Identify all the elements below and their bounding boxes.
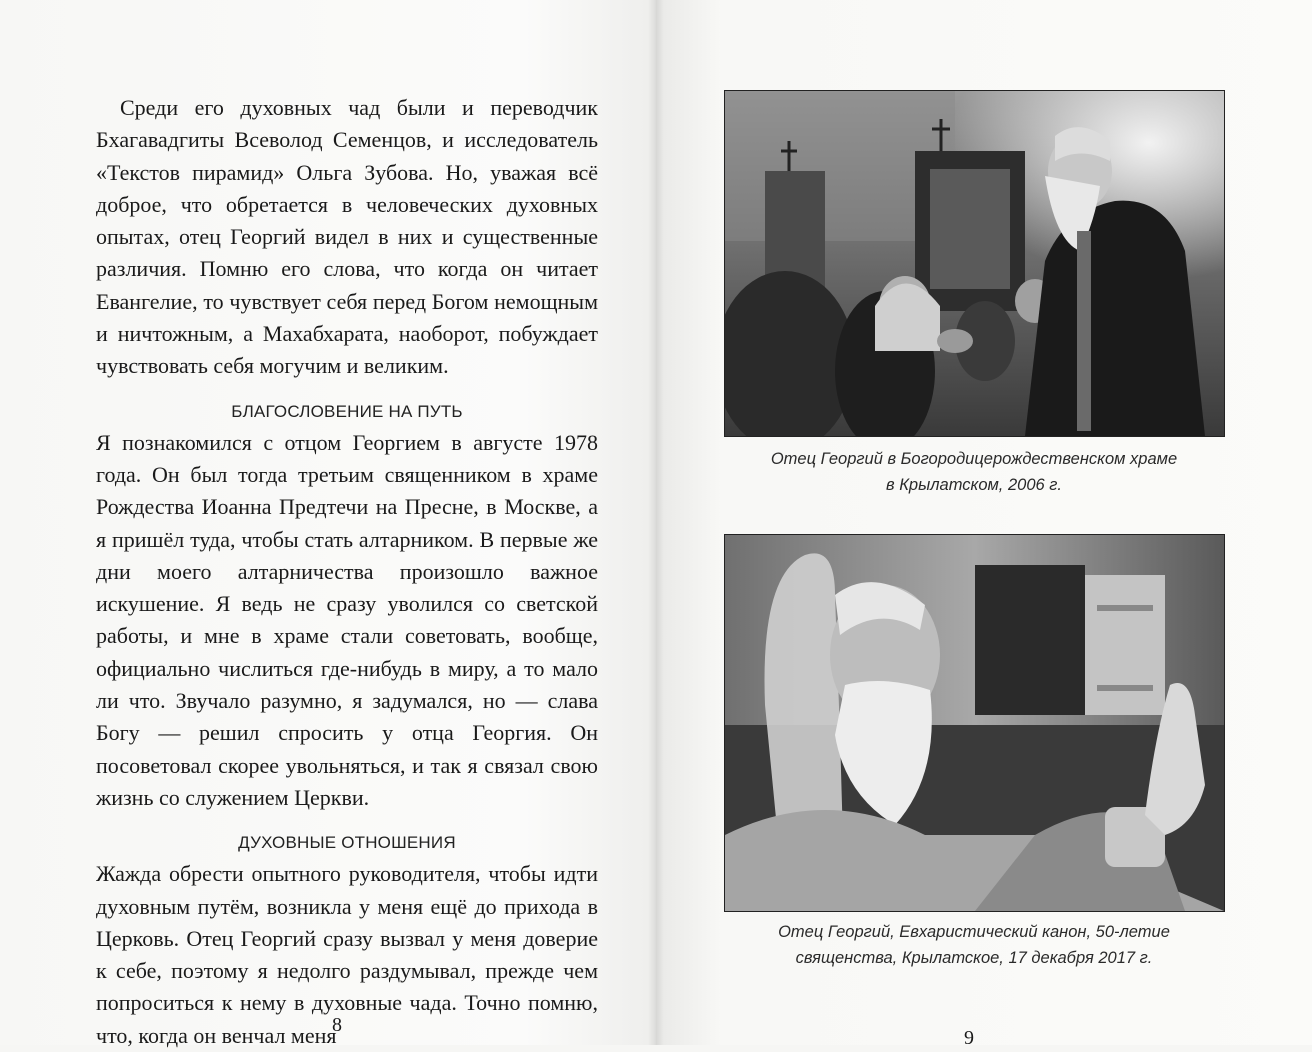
left-page: [0, 0, 656, 1048]
photo-caption-1: [714, 446, 1234, 498]
left-page-text: [96, 92, 598, 1052]
photo-caption-2-line2: священства, Крылатское, 17 декабря 2017 г.: [795, 949, 1153, 967]
section-heading-spiritual-relations: ДУХОВНЫЕ ОТНОШЕНИЯ: [238, 833, 456, 853]
page-number-left: 8: [332, 1014, 342, 1036]
section-heading-blessing: БЛАГОСЛОВЕНИЕ НА ПУТЬ: [231, 401, 463, 421]
photo-caption-1-line2: в Крылатском, 2006 г.: [886, 476, 1062, 494]
paragraph-blessing: Я познакомился с отцом Георгием в августе 1978 года. Он был тогда третьим священником в храме Рождества Иоанна Предтечи на Пресне, в Москве, а я пришёл туда, чтобы стать алтарником. В первые же дни моего алтарничества произошло важное искушение. Я ведь не сразу уволился со светской работы, и мне в храме стали советовать, вообще, официально числиться где-нибудь в миру, а то мало ли что. Звучало разумно, я задумался, но — слава Богу — решил спросить у отца Георгия. Он посоветовал скорее увольняться, и так я связал свою жизнь со служением Церкви.: [96, 429, 598, 810]
paragraph-spiritual-relations: Жажда обрести опытного руководителя, чтобы идти духовным путём, возникла у меня ещё до прихода в Церковь. Отец Георгий сразу вызвал у меня доверие к себе, поэтому я недолго раздумывал, прежде чем попроситься к нему в духовные чада. Точно помню, что, когда он венчал меня: [96, 861, 598, 1048]
paragraph-intro: Среди его духовных чад были и переводчик Бхагавадгиты Всеволод Семенцов, и исследователь «Текстов пирамид» Ольга Зубова. Но, уважая всё доброе, что обретается в человеческих духовных опытах, отец Георгий видел в них и существенные различия. Помню его слова, что когда он читает Евангелие, то чувствует себя перед Богом немощным и ничтожным, а Махабхарата, наоборот, побуждает чувствовать себя могучим и великим.: [96, 95, 598, 379]
photo-church-communion: [724, 90, 1225, 437]
photo-caption-1-line1: Отец Георгий в Богородицерождественском храме: [770, 450, 1178, 468]
photo-eucharistic-canon: [724, 534, 1225, 912]
photo-caption-2: [714, 919, 1234, 971]
book-gutter: [648, 0, 664, 1045]
page-number-right: 9: [964, 1027, 974, 1049]
photo-caption-2-line1: Отец Георгий, Евхаристический канон, 50-летие: [778, 923, 1170, 941]
